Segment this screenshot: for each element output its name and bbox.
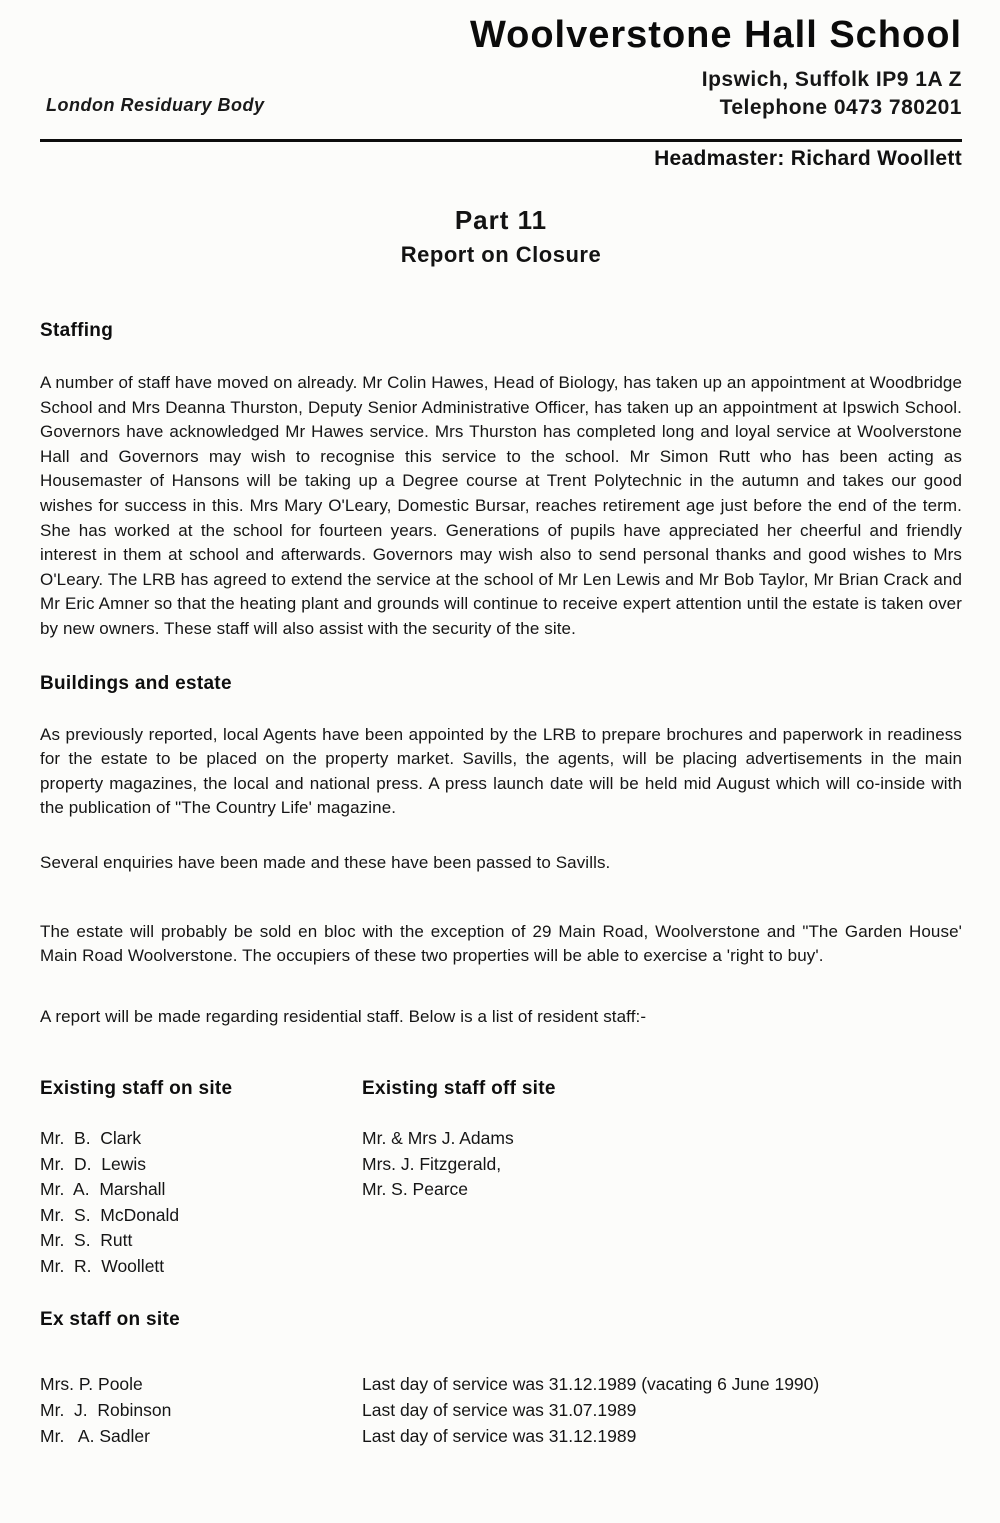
ex-staff-name: Mr. A. Sadler	[40, 1426, 150, 1447]
ex-staff-last-day: Last day of service was 31.12.1989 (vacating 6 June 1990)	[362, 1374, 820, 1395]
buildings-paragraph-estate: The estate will probably be sold en bloc with the exception of 29 Main Road, Woolverstone and "The Garden House' Main Road Woolverstone. The occupiers of these two properties will be able to exercise a 'right to buy'.	[40, 921, 962, 966]
ex-staff-row	[40, 1397, 962, 1423]
staff-name: Mr. B. Clark	[40, 1128, 142, 1149]
ex-staff-last-day: Last day of service was 31.07.1989	[362, 1400, 637, 1421]
ex-staff-last-day: Last day of service was 31.12.1989	[362, 1426, 637, 1447]
title-part: Part 11	[454, 205, 548, 236]
document-title	[40, 205, 962, 268]
headmaster-line: Headmaster: Richard Woollett	[654, 147, 962, 171]
ex-staff-rows	[40, 1371, 962, 1449]
letterhead	[40, 14, 962, 120]
heading-buildings-estate: Buildings and estate	[40, 672, 232, 694]
staff-name: Mr. & Mrs J. Adams	[362, 1128, 514, 1149]
staff-name: Mr. S. Pearce	[362, 1179, 469, 1200]
staff-columns	[40, 1078, 962, 1279]
staff-name: Mr. D. Lewis	[40, 1153, 146, 1174]
ex-staff-row	[40, 1371, 962, 1397]
school-telephone: Telephone 0473 780201	[719, 95, 962, 119]
staff-name: Mrs. J. Fitzgerald,	[362, 1153, 502, 1174]
ex-staff-name: Mr. J. Robinson	[40, 1400, 172, 1421]
staff-off-site-list	[362, 1126, 962, 1203]
school-name: Woolverstone Hall School	[469, 14, 962, 56]
staffing-paragraph: A number of staff have moved on already. Mr Colin Hawes, Head of Biology, has taken up an appointment at Woodbridge School and Mrs Deanna Thurston, Deputy Senior Administrative Officer, has taken up an appointment at Ipswich School. Governors have acknowledged Mr Hawes service. Mrs Thurston has completed long and loyal service at Woolverstone Hall and Governors may wish to recognise this service to the school. Mr Simon Rutt who has been acting as Housemaster of Hansons will be taking up a Degree course at Trent Polytechnic in the autumn and takes our good wishes for success in this. Mrs Mary O'Leary, Domestic Bursar, reaches retirement age just before the end of the term. She has worked at the school for fourteen years. Generations of pupils have appreciated her cheerful and friendly interest in them at school and afterwards. Governors may wish also to send personal thanks and good wishes to Mrs O'Leary. The LRB has agreed to extend the service at the school of Mr Len Lewis and Mr Bob Taylor, Mr Brian Crack and Mr Eric Amner so that the heating plant and grounds will continue to receive expert attention until the estate is taken over by new owners. These staff will also assist with the security of the site.	[40, 373, 962, 638]
heading-staffing: Staffing	[40, 320, 114, 342]
header-divider	[40, 139, 962, 142]
staff-on-site-column	[40, 1078, 362, 1279]
staff-off-site-column	[362, 1078, 962, 1279]
heading-staff-off-site: Existing staff off site	[362, 1078, 556, 1100]
organization-name: London Residuary Body	[46, 95, 265, 116]
buildings-paragraph-enquiries: Several enquiries have been made and these have been passed to Savills.	[40, 852, 611, 872]
ex-staff-name: Mrs. P. Poole	[40, 1374, 143, 1395]
ex-staff-row	[40, 1423, 962, 1449]
buildings-paragraph-agents: As previously reported, local Agents have been appointed by the LRB to prepare brochures and paperwork in readiness for the estate to be placed on the property market. Savills, the agents, will be placing advertisements in the main property magazines, the local and national press. A press launch date will be held mid August which will co-inside with the publication of "The Country Life' magazine.	[40, 724, 962, 818]
heading-ex-staff: Ex staff on site	[40, 1309, 180, 1331]
staff-name: Mr. S. Rutt	[40, 1230, 133, 1251]
staff-name: Mr. A. Marshall	[40, 1179, 166, 1200]
school-address: Ipswich, Suffolk IP9 1A Z	[701, 67, 962, 91]
buildings-paragraph-resident-staff: A report will be made regarding residential staff. Below is a list of resident staff:-	[40, 1006, 647, 1026]
staff-on-site-list	[40, 1126, 362, 1279]
staff-name: Mr. R. Woollett	[40, 1255, 165, 1276]
title-subtitle: Report on Closure	[400, 242, 602, 268]
heading-staff-on-site: Existing staff on site	[40, 1078, 233, 1100]
staff-name: Mr. S. McDonald	[40, 1204, 180, 1225]
